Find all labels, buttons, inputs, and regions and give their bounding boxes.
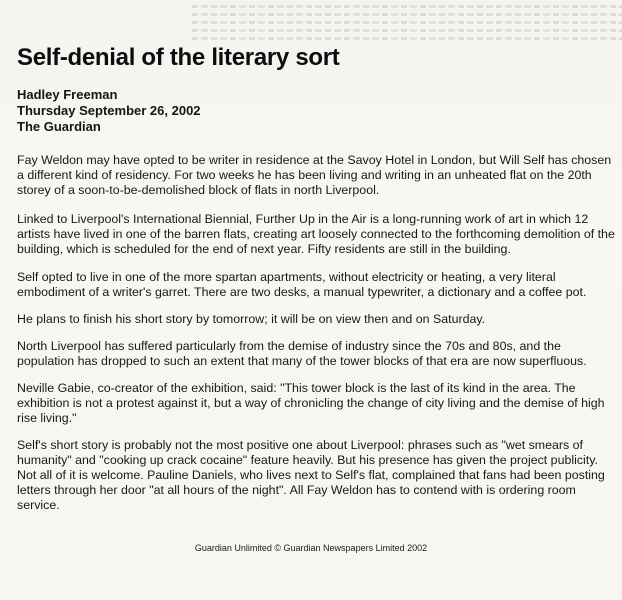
article-paragraph: North Liverpool has suffered particularly from the demise of industry since the 70s and 80s, and the population has dropped to such an extent that many of the tower blocks of that era are now superfluous. bbox=[17, 339, 587, 368]
article-paragraph: He plans to finish his short story by tomorrow; it will be on view then and on Saturday. bbox=[17, 312, 486, 326]
article-paragraph: Self's short story is probably not the most positive one about Liverpool: phrases such as "wet smears of humanity" and "cooking up crack cocaine" feature heavily. But his presence has given the project publicity. Not all of it is welcome. Pauline Daniels, who lives next to Self's flat, complained that fans had been posting letters through her door "at all hours of the night". All Fay Weldon has to contend with is ordering room service. bbox=[17, 438, 605, 512]
article-paragraph: Linked to Liverpool's International Biennial, Further Up in the Air is a long-running work of art in which 12 artists have lived in one of the barren flats, creating art loosely connected to the forthcoming demolition of the building, which is scheduled for the end of next year. Fifty residents are still in the building. bbox=[17, 212, 615, 256]
article-headline: Self-denial of the literary sort bbox=[17, 44, 340, 71]
author-name: Hadley Freeman bbox=[17, 87, 118, 102]
copyright-footer: Guardian Unlimited © Guardian Newspapers Limited 2002 bbox=[194, 543, 428, 553]
publication-name: The Guardian bbox=[17, 119, 101, 134]
article-paragraph: Self opted to live in one of the more spartan apartments, without electricity or heating, a very literal embodiment of a writer's garret. There are two desks, a manual typewriter, a dictionary and a coffee pot. bbox=[17, 270, 587, 299]
article-paragraph: Fay Weldon may have opted to be writer in residence at the Savoy Hotel in London, but Will Self has chosen a different kind of residency. For two weeks he has been living and writing in an unheated flat on the 20th storey of a soon-to-be-demolished block of flats in north Liverpool. bbox=[17, 153, 612, 197]
reverse-page-bleed-through bbox=[192, 0, 622, 42]
article-paragraph: Neville Gabie, co-creator of the exhibition, said: "This tower block is the last of its kind in the area. The exhibition is not a protest against it, but a way of chronicling the change of city living and the demise of high rise living." bbox=[17, 381, 605, 425]
publish-date: Thursday September 26, 2002 bbox=[17, 103, 201, 118]
article-body bbox=[17, 153, 617, 525]
article-byline bbox=[17, 87, 201, 135]
